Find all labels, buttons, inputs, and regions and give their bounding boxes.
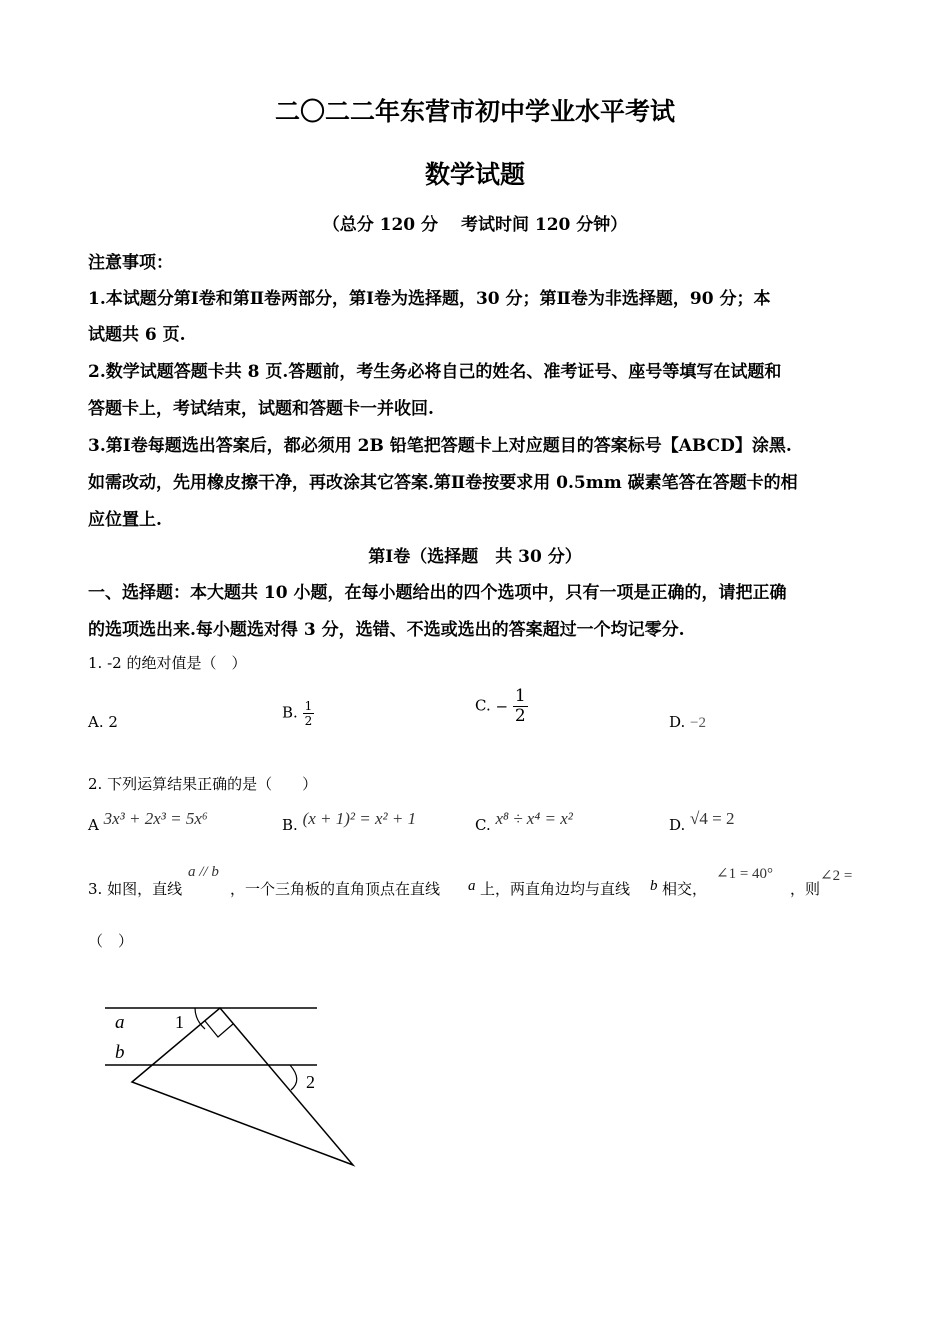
label-a: a xyxy=(115,1012,125,1033)
q2-option-b: B. (x + 1)² = x² + 1 xyxy=(282,809,417,834)
angle2-expr: ∠2 = xyxy=(820,868,853,884)
q1-option-c xyxy=(475,688,528,725)
q2-option-c: C. x⁸ ÷ x⁴ = x² xyxy=(475,809,573,834)
option-label: B. xyxy=(282,703,298,722)
q1-option-d: D. −2 xyxy=(669,713,707,731)
section-title: 第Ⅰ卷（选择题 共 30 分） xyxy=(368,547,582,567)
label-angle-2: 2 xyxy=(306,1072,315,1092)
parallel-expr: a // b xyxy=(188,864,219,880)
option-label: C. xyxy=(475,696,491,715)
geometry-figure xyxy=(95,990,375,1180)
fraction: $\frac{1}{2}$ xyxy=(304,699,313,728)
section-intro: 一、选择题：本大题共 10 小题，在每小题给出的四个选项中，只有一项是正确的，请把正确 xyxy=(88,583,787,603)
q1-option-b xyxy=(282,700,314,727)
label-b: b xyxy=(115,1042,125,1063)
stem-text: ，一个三角板的直角顶点在直线 xyxy=(230,880,441,898)
question-1-stem: 1. -2 的绝对值是（ ） xyxy=(88,654,247,672)
stem-text: 上，两直角边均与直线 xyxy=(480,880,631,898)
notice-line: 答题卡上，考试结束，试题和答题卡一并收回. xyxy=(88,399,434,419)
page-subtitle: 数学试题 xyxy=(424,160,525,189)
stem-text: 相交， xyxy=(662,880,708,898)
line-a-ref: a xyxy=(468,878,476,894)
option-label: D. xyxy=(669,713,686,731)
q2-option-d: D. √4 = 2 xyxy=(669,809,735,834)
question-2-stem: 2. 下列运算结果正确的是（ ） xyxy=(88,775,318,793)
question-3-stem: 3. 如图，直线 xyxy=(88,880,183,898)
notice-line: 2.数学试题答题卡共 8 页.答题前，考生务必将自己的姓名、准考证号、座号等填写在试题和 xyxy=(88,362,782,382)
angle-1-arc xyxy=(195,1008,205,1029)
exam-info: （总分 120 分 考试时间 120 分钟） xyxy=(322,215,628,235)
minus-sign: − xyxy=(495,697,509,716)
notice-line: 应位置上. xyxy=(88,510,162,530)
q1-option-a: A. 2 xyxy=(88,713,118,731)
notice-line: 3.第Ⅰ卷每题选出答案后，都必须用 2B 铅笔把答题卡上对应题目的答案标号【ABCD】涂黑. xyxy=(88,436,792,456)
notice-line: 1.本试题分第Ⅰ卷和第Ⅱ卷两部分，第Ⅰ卷为选择题，30 分；第Ⅱ卷为非选择题，90 分；本 xyxy=(88,289,771,309)
fraction: $\frac{1}{2}$ xyxy=(514,686,526,726)
line-b-ref: b xyxy=(650,878,658,894)
answer-paren: （ ） xyxy=(88,932,134,950)
notice-line: 试题共 6 页. xyxy=(88,325,186,345)
angle1-expr: ∠1 = 40° xyxy=(716,866,774,882)
notice-line: 如需改动，先用橡皮擦干净，再改涂其它答案.第Ⅱ卷按要求用 0.5mm 碳素笔答在答题卡的相 xyxy=(88,473,798,493)
angle-2-arc xyxy=(290,1065,297,1090)
notice-heading: 注意事项： xyxy=(88,253,173,273)
stem-text: ，则 xyxy=(790,880,821,898)
label-angle-1: 1 xyxy=(175,1012,184,1032)
q2-option-a: A 3x³ + 2x³ = 5x⁶ xyxy=(88,809,208,834)
page-title: 二〇二二年东营市初中学业水平考试 xyxy=(274,97,675,126)
section-intro: 的选项选出来.每小题选对得 3 分，选错、不选或选出的答案超过一个均记零分. xyxy=(88,620,685,640)
right-angle-mark xyxy=(205,1021,233,1037)
triangle-ruler xyxy=(132,1008,353,1165)
